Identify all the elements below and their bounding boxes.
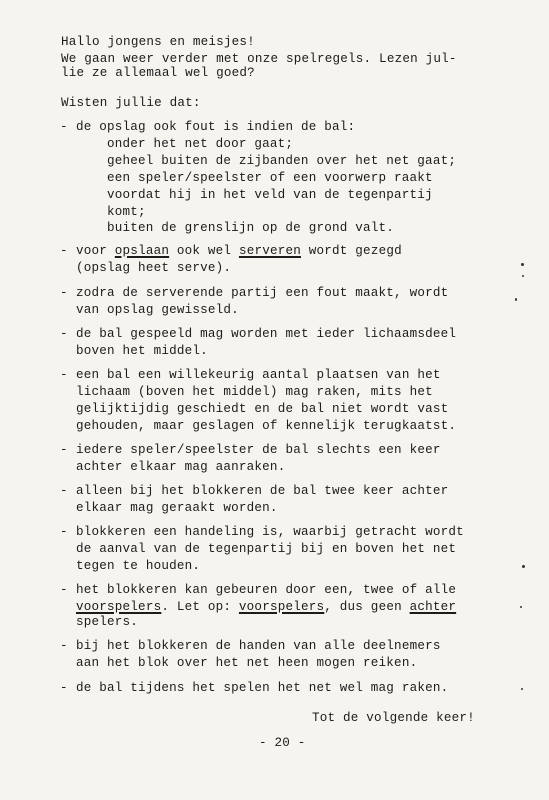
multiple-places-line-2: lichaam (boven het middel) mag raken, mits het <box>76 385 433 399</box>
scan-speck <box>515 298 517 301</box>
block-def-line-1: blokkeren een handeling is, waarbij getracht wordt <box>76 525 464 539</box>
block-def-line-3: tegen te houden. <box>76 559 201 573</box>
block-twice-line-2: elkaar mag geraakt worden. <box>76 501 278 515</box>
bullet: - <box>60 443 68 457</box>
serve-fault-sub-1: onder het net door gaat; <box>107 137 294 151</box>
closing: Tot de volgende keer! <box>312 711 475 725</box>
serve-fault-sub-3b: voordat hij in het veld van de tegenpartij <box>107 188 433 202</box>
multiple-places-line-1: een bal een willekeurig aantal plaatsen van het <box>76 368 441 382</box>
switch-line-2: van opslag gewisseld. <box>76 303 239 317</box>
scan-speck <box>522 565 525 568</box>
bullet: - <box>60 244 68 258</box>
block-who-line-2: voorspelers. Let op: voorspelers, dus geen achter <box>76 600 457 614</box>
body-part-line-2: boven het middel. <box>76 344 208 358</box>
serve-fault-sub-4: buiten de grenslijn op de grond valt. <box>107 221 395 235</box>
switch-line-1: zodra de serverende partij een fout maakt, wordt <box>76 286 449 300</box>
serve-fault-lead: de opslag ook fout is indien de bal: <box>76 120 356 134</box>
body-part-line-1: de bal gespeeld mag worden met ieder lichaamsdeel <box>76 327 457 341</box>
multiple-places-line-3: gelijktijdig geschiedt en de bal niet wordt vast <box>76 402 449 416</box>
hands-line-1: bij het blokkeren de handen van alle deelnemers <box>76 639 441 653</box>
block-who-line-3: spelers. <box>76 615 139 629</box>
scan-speck <box>521 688 523 690</box>
serve-fault-sub-3a: een speler/speelster of een voorwerp raakt <box>107 171 433 185</box>
bullet: - <box>60 327 68 341</box>
net-touch-line-1: de bal tijdens het spelen het net wel mag raken. <box>76 681 449 695</box>
intro-line-2: lie ze allemaal wel goed? <box>61 66 255 80</box>
bullet: - <box>60 583 68 597</box>
block-def-line-2: de aanval van de tegenpartij bij en boven het net <box>76 542 457 556</box>
question: Wisten jullie dat: <box>61 96 201 110</box>
intro-line-1: We gaan weer verder met onze spelregels. Lezen jul- <box>61 52 457 66</box>
block-who-line-1: het blokkeren kan gebeuren door een, twee of alle <box>76 583 457 597</box>
once-line-2: achter elkaar mag aanraken. <box>76 460 286 474</box>
serve-fault-sub-3c: komt; <box>107 205 146 219</box>
hands-line-2: aan het blok over het net heen mogen reiken. <box>76 656 418 670</box>
bullet: - <box>60 368 68 382</box>
scan-speck <box>520 606 522 608</box>
serving-line-2: (opslag heet serve). <box>76 261 232 275</box>
bullet: - <box>60 525 68 539</box>
scan-speck <box>521 263 524 266</box>
bullet: - <box>60 120 68 134</box>
bullet: - <box>60 484 68 498</box>
greeting: Hallo jongens en meisjes! <box>61 35 255 49</box>
serve-fault-sub-2: geheel buiten de zijbanden over het net gaat; <box>107 154 457 168</box>
page-number: - 20 - <box>259 736 306 750</box>
bullet: - <box>60 681 68 695</box>
scan-speck <box>522 275 524 277</box>
multiple-places-line-4: gehouden, maar geslagen of kennelijk terugkaatst. <box>76 419 457 433</box>
bullet: - <box>60 286 68 300</box>
bullet: - <box>60 639 68 653</box>
block-twice-line-1: alleen bij het blokkeren de bal twee keer achter <box>76 484 449 498</box>
once-line-1: iedere speler/speelster de bal slechts een keer <box>76 443 441 457</box>
serving-line-1: voor opslaan ook wel serveren wordt gezegd <box>76 244 402 258</box>
